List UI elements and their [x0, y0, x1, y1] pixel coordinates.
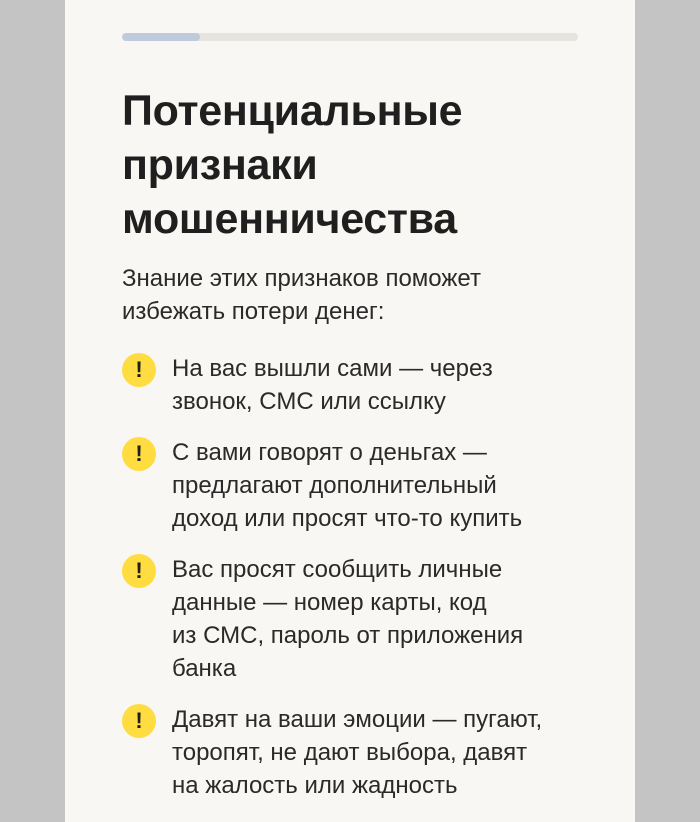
- exclamation-icon: !: [122, 353, 156, 387]
- list-item: [122, 703, 592, 802]
- sign-text: Давят на ваши эмоции — пугают, торопят, не дают выбора, давят на жалость или жадность: [172, 706, 543, 799]
- list-item: [122, 352, 592, 418]
- story-card: [65, 0, 635, 822]
- intro-text: Знание этих признаков поможет избежать потери денег:: [122, 265, 481, 325]
- exclamation-icon: !: [122, 554, 156, 588]
- exclamation-icon: !: [122, 704, 156, 738]
- exclamation-icon: !: [122, 437, 156, 471]
- list-item: [122, 553, 592, 685]
- sign-text: Вас просят сообщить личные данные — номер карты, код из СМС, пароль от приложения банка: [172, 556, 524, 682]
- sign-text: С вами говорят о деньгах — предлагают дополнительный доход или просят что-то купить: [172, 439, 523, 532]
- list-item: [122, 436, 592, 535]
- fraud-signs-list: [122, 352, 592, 820]
- story-progress-fill: [122, 33, 200, 41]
- sign-text: На вас вышли сами — через звонок, СМС или ссылку: [172, 355, 493, 415]
- story-progress-bar: [122, 33, 578, 41]
- page-title: Потенциальные признаки мошенничества: [122, 87, 463, 243]
